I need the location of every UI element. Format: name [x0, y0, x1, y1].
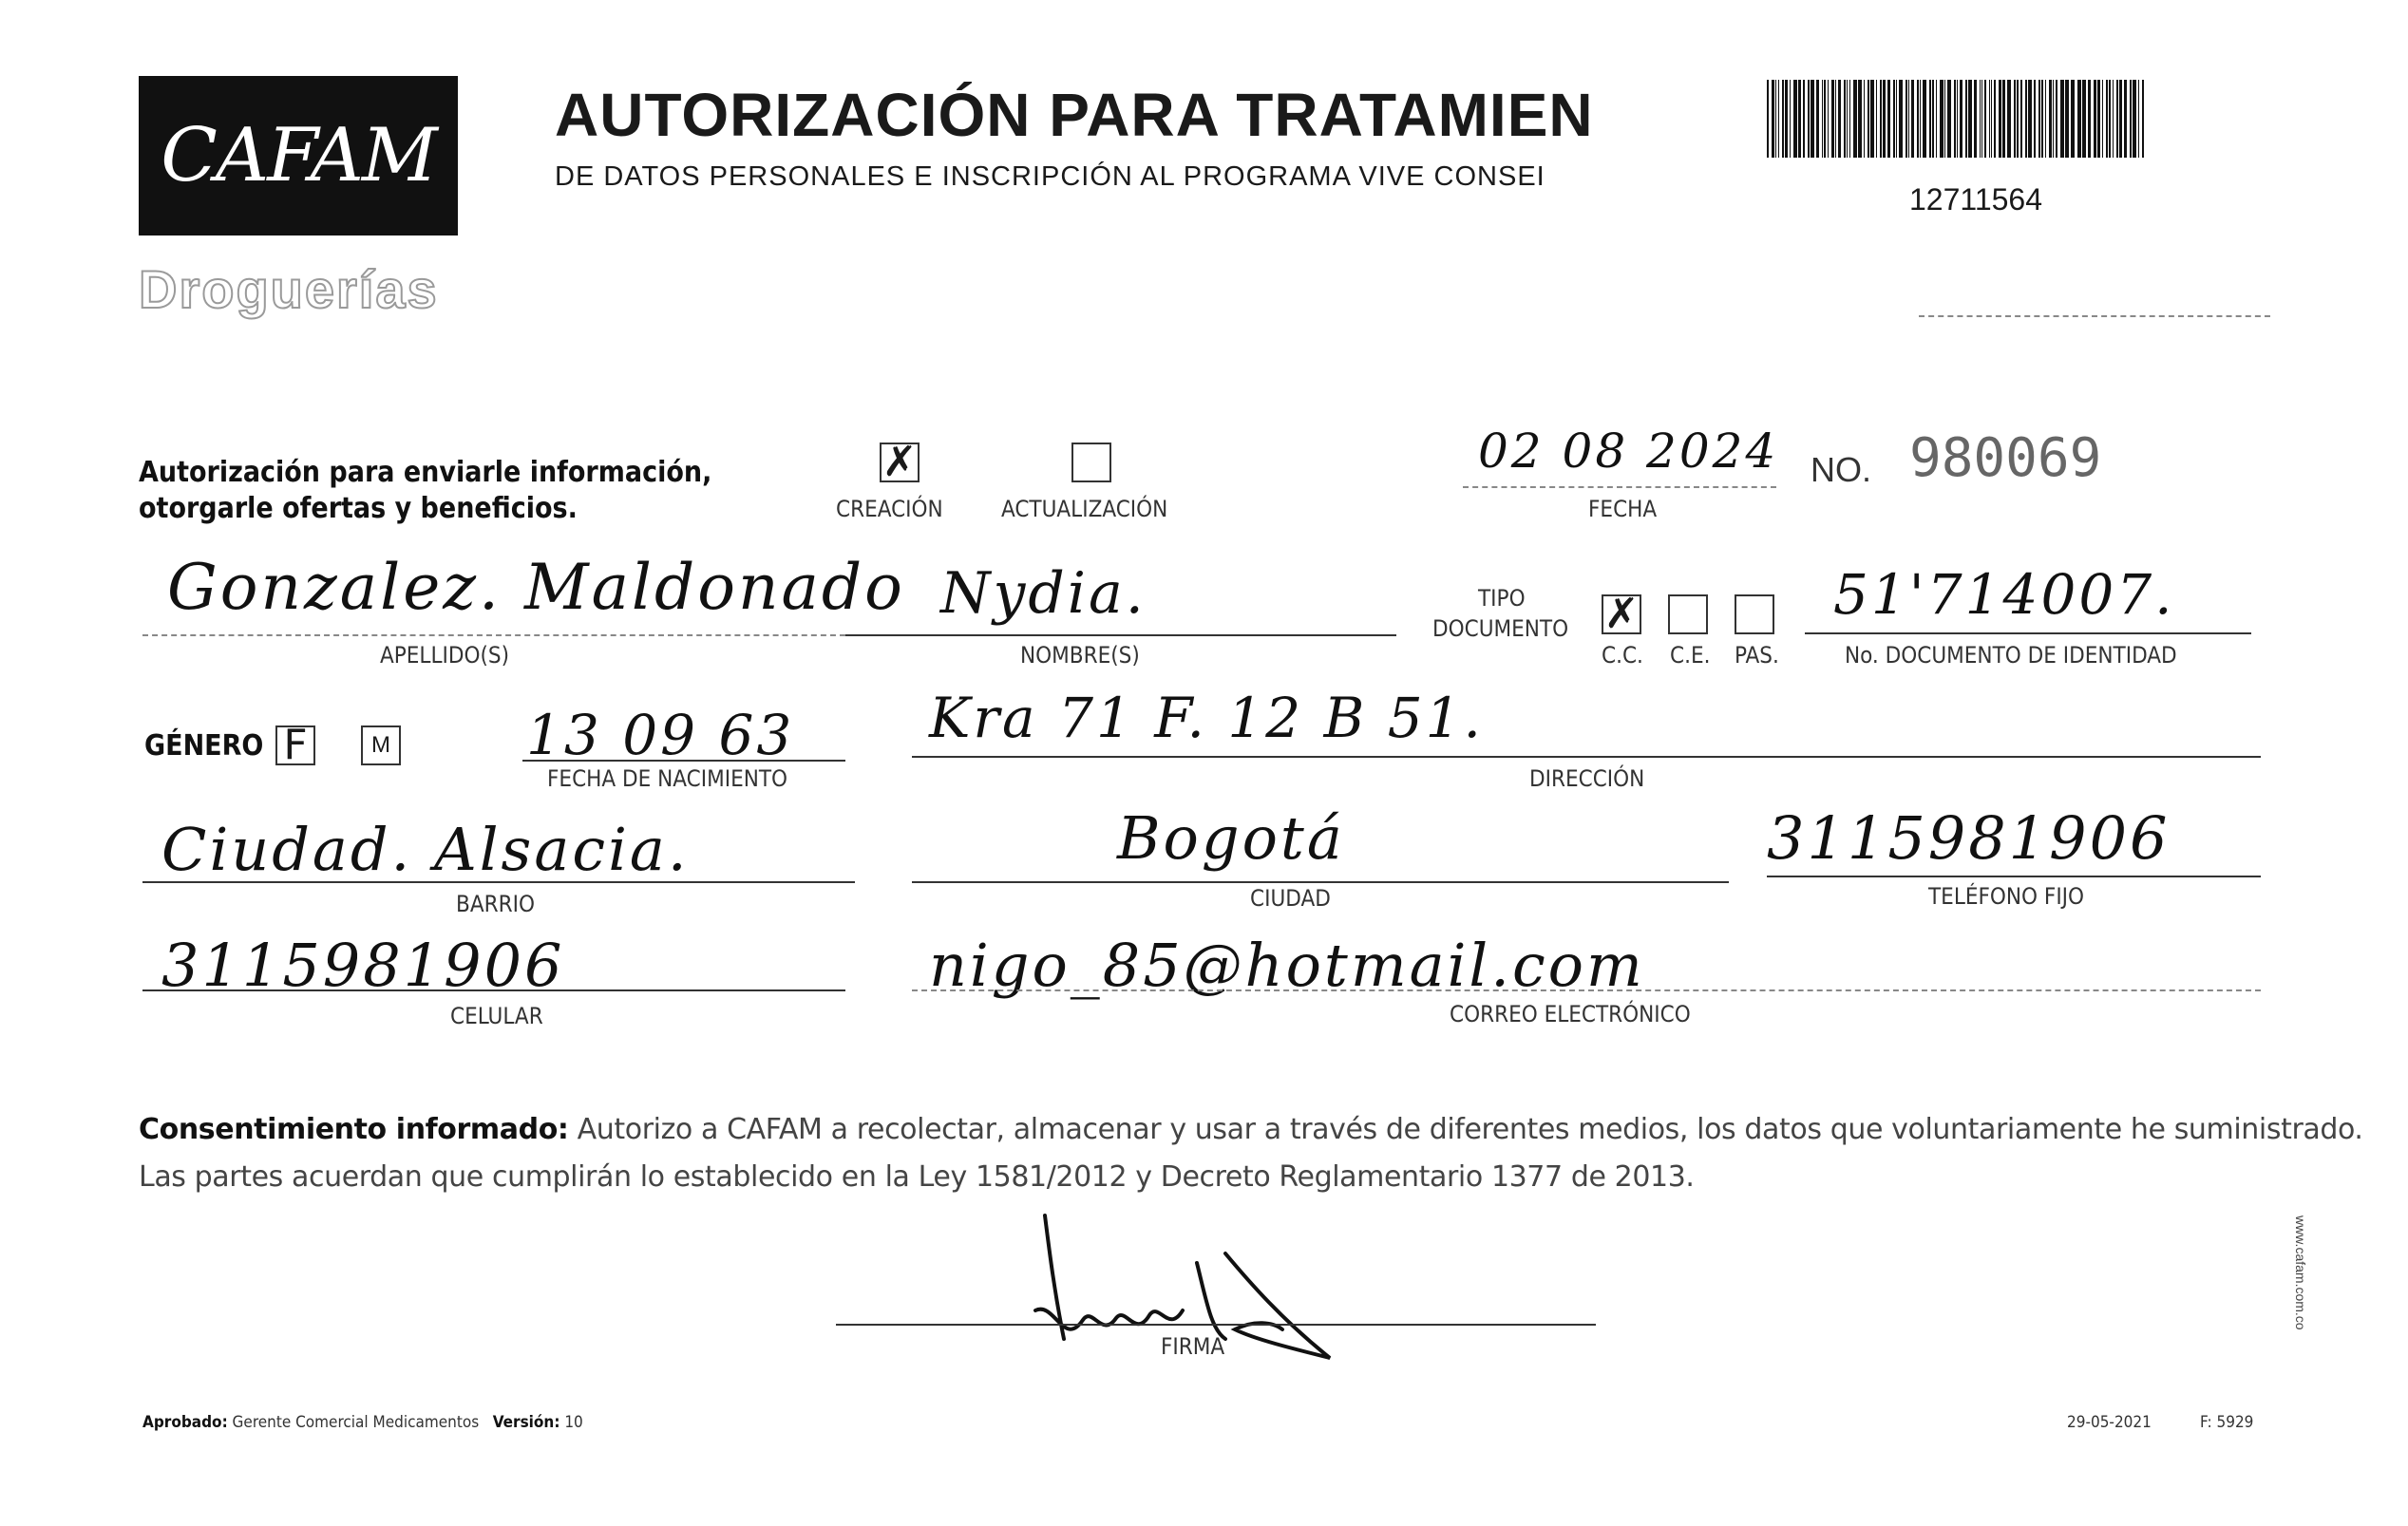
cafam-logo: [139, 76, 458, 235]
actualizacion-label: ACTUALIZACIÓN: [1001, 496, 1168, 522]
consent-heading: Consentimiento informado:: [139, 1113, 569, 1146]
genero-m-label: M: [371, 732, 390, 758]
ciudad-line: [912, 881, 1729, 883]
apellidos-line: [142, 634, 845, 636]
nombres-value: Nydia.: [940, 560, 1147, 627]
barrio-label: BARRIO: [456, 891, 535, 917]
nacimiento-line: [522, 760, 845, 762]
cc-label: C.C.: [1602, 642, 1643, 669]
form-number: 980069: [1909, 427, 2102, 489]
celular-value: 3115981906: [161, 931, 565, 1000]
nacimiento-label: FECHA DE NACIMIENTO: [547, 765, 788, 792]
ciudad-value: Bogotá: [1117, 803, 1345, 873]
consent-line1: [139, 1113, 2363, 1146]
form-title: AUTORIZACIÓN PARA TRATAMIEN: [555, 81, 1594, 149]
documento-line: [1805, 632, 2251, 634]
auth-text-line1: Autorización para enviarle información,: [139, 456, 712, 489]
telefono-label: TELÉFONO FIJO: [1928, 883, 2085, 910]
footer-approved: [142, 1413, 583, 1432]
cc-check-mark: ✗: [1603, 590, 1640, 638]
fecha-line: [1463, 486, 1776, 488]
ciudad-label: CIUDAD: [1250, 885, 1331, 912]
telefono-value: 3115981906: [1767, 803, 2171, 873]
aprobado-label: Aprobado:: [142, 1413, 228, 1432]
telefono-line: [1767, 876, 2261, 877]
auth-text-line2: otorgarle ofertas y beneficios.: [139, 492, 578, 525]
fecha-value: 02 08 2024: [1478, 424, 1779, 479]
genero-m-checkbox[interactable]: [361, 725, 401, 765]
footer-date: 29-05-2021: [2067, 1413, 2152, 1432]
documento-value: 51'714007.: [1833, 562, 2175, 627]
genero-label: GÉNERO: [144, 729, 264, 763]
genero-f-checkbox[interactable]: [275, 721, 315, 769]
version-value: 10: [564, 1413, 583, 1432]
nacimiento-value: 13 09 63: [526, 703, 795, 767]
no-label: NO.: [1811, 450, 1872, 489]
correo-label: CORREO ELECTRÓNICO: [1450, 1001, 1691, 1027]
documento-number-label: No. DOCUMENTO DE IDENTIDAD: [1845, 642, 2177, 669]
correo-value: nigo_85@hotmail.com: [929, 931, 1645, 1000]
barrio-value: Ciudad. Alsacia.: [161, 815, 690, 884]
version-label: Versión:: [492, 1413, 560, 1432]
celular-label: CELULAR: [450, 1003, 543, 1029]
genero-f-mark: F: [283, 721, 308, 769]
direccion-value: Kra 71 F. 12 B 51.: [929, 686, 1484, 750]
header-divider: [1919, 315, 2270, 317]
footer-form-code: F: 5929: [2200, 1413, 2254, 1432]
actualizacion-checkbox[interactable]: [1071, 443, 1111, 482]
aprobado-value: Gerente Comercial Medicamentos: [232, 1413, 480, 1432]
form-subtitle: DE DATOS PERSONALES E INSCRIPCIÓN AL PROGRAMA VIVE CONSEI: [555, 161, 1545, 192]
creacion-checkbox[interactable]: [880, 438, 920, 486]
ce-checkbox[interactable]: [1668, 594, 1708, 634]
fecha-label: FECHA: [1588, 496, 1658, 522]
consent-text-1: Autorizo a CAFAM a recolectar, almacenar y usar a través de diferentes medios, los datos que voluntariamente he suministrado.: [577, 1113, 2363, 1146]
ce-label: C.E.: [1670, 642, 1711, 669]
creacion-check-mark: ✗: [882, 438, 918, 486]
barcode-image: [1767, 80, 2147, 158]
creacion-label: CREACIÓN: [836, 496, 943, 522]
nombres-label: NOMBRE(S): [1020, 642, 1140, 669]
apellidos-label: APELLIDO(S): [380, 642, 510, 669]
documento-label: DOCUMENTO: [1432, 615, 1569, 642]
cc-checkbox[interactable]: [1602, 590, 1641, 638]
logo-text: CAFAM: [161, 113, 436, 198]
apellidos-value: Gonzalez. Maldonado: [167, 551, 905, 624]
direccion-label: DIRECCIÓN: [1529, 765, 1645, 792]
barcode-number: 12711564: [1909, 182, 2042, 217]
side-vertical-text: www.cafam.com.co: [2293, 1215, 2308, 1330]
droguerias-subtitle: Droguerías: [139, 259, 439, 319]
pas-label: PAS.: [1735, 642, 1779, 669]
celular-line: [142, 989, 845, 991]
firma-label: FIRMA: [1161, 1333, 1225, 1360]
nombres-line: [845, 634, 1396, 636]
correo-line: [912, 989, 2261, 991]
pas-checkbox[interactable]: [1735, 594, 1774, 634]
direccion-line: [912, 756, 2261, 758]
tipo-label: TIPO: [1478, 585, 1526, 612]
firma-line: [836, 1324, 1596, 1326]
consent-line2: Las partes acuerdan que cumplirán lo establecido en la Ley 1581/2012 y Decreto Reglamentario 1377 de 2013.: [139, 1160, 1695, 1194]
barrio-line: [142, 881, 855, 883]
